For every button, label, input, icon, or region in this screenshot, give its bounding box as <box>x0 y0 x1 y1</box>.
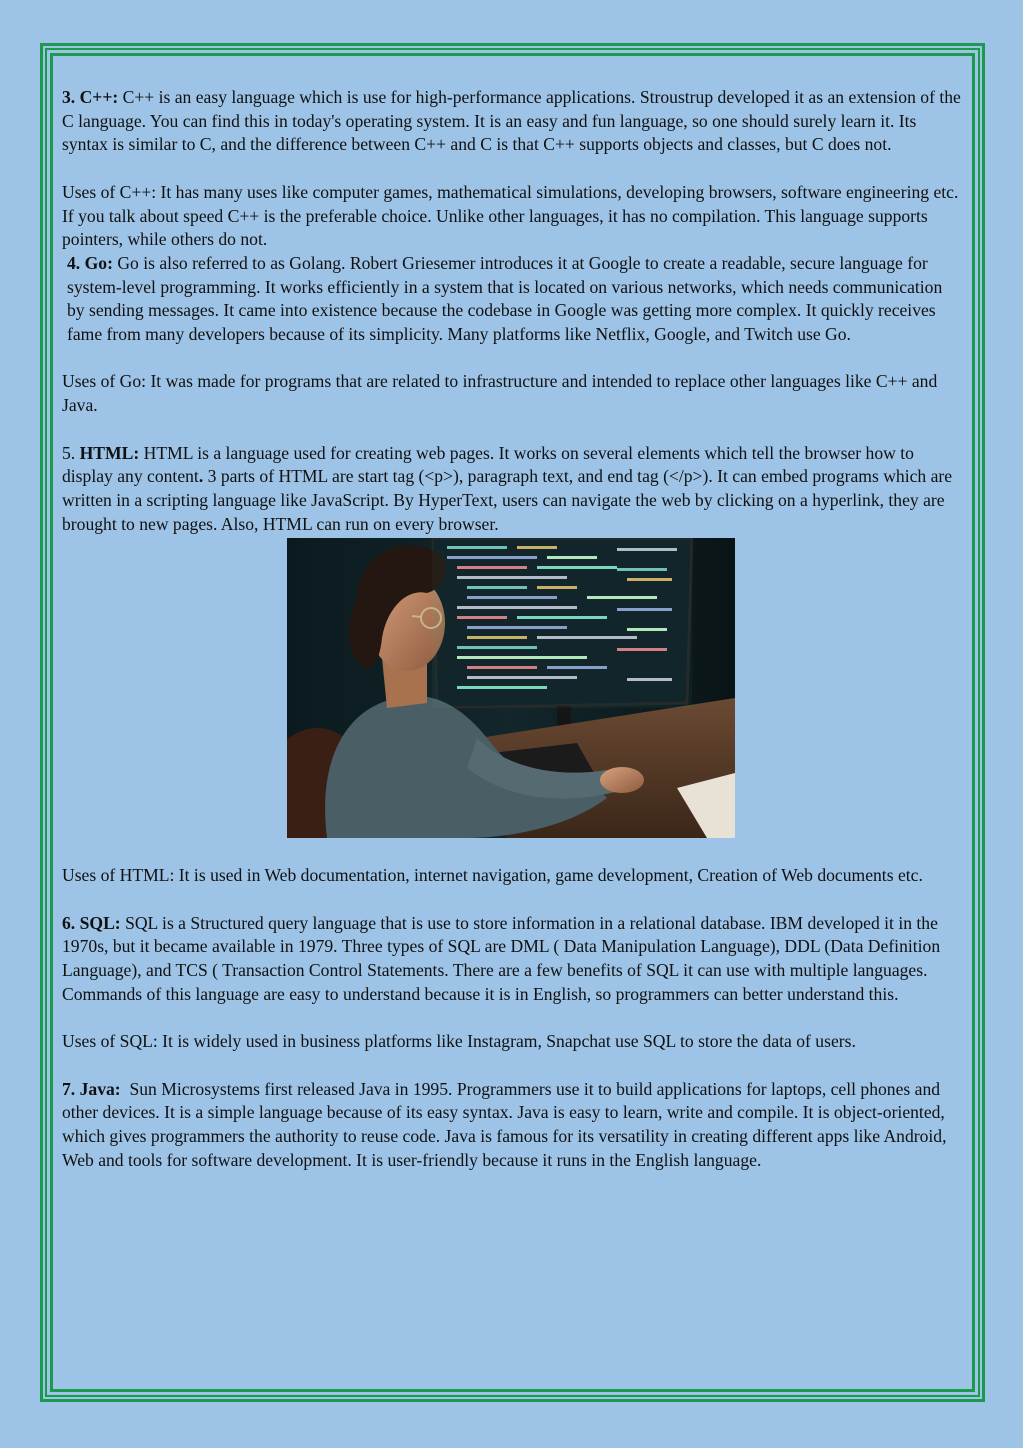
sql-uses-paragraph: Uses of SQL: It is widely used in business platforms like Instagram, Snapchat use SQL to store the data of users. <box>62 1031 856 1052</box>
java-text: Sun Microsystems first released Java in 1995. Programmers use it to build applications for laptops, cell phones and other devices. It is a simple language because of its easy syntax. Java is easy to learn, write and compile. It is object-oriented, which gives programmers the authority to reuse code. Java is famous for its versatility in creating different apps like Android, Web and tools for software development. It is user-friendly because it runs in the English language. <box>62 1078 951 1170</box>
html-text-2: 3 parts of HTML are start tag (<p>), paragraph text, and end tag (</p>). It can embed programs which are written in a scripting language like JavaScript. By HyperText, users can navigate the web by clicking on a hyperlink, they are brought to new pages. Also, HTML can run on every browser. <box>62 466 953 534</box>
go-heading: 4. Go: <box>67 252 113 273</box>
sql-text: SQL is a Structured query language that is use to store information in a relational database. IBM developed it in the 1970s, but it became available in 1979. Three types of SQL are DML ( Data Manipulation Language), DDL (Data Definition Language), and TCS ( Transaction Control Statements. There are a few benefits of SQL it can use with multiple languages. Commands of this language are easy to understand because it is in English, so programmers can better understand this. <box>62 912 941 1004</box>
go-paragraph <box>62 252 962 347</box>
html-text-1: HTML is a language used for creating web pages. It works on several elements which tell the browser how to display any content <box>62 442 914 487</box>
cpp-paragraph <box>62 86 962 157</box>
programmer-photo <box>287 538 735 838</box>
go-uses-paragraph: Uses of Go: It was made for programs that are related to infrastructure and intended to replace other languages like C++ and Java. <box>62 371 938 416</box>
sql-paragraph <box>62 912 962 1007</box>
html-number: 5. <box>62 442 80 463</box>
document-body <box>62 86 962 1172</box>
html-paragraph <box>62 442 962 537</box>
html-uses-paragraph: Uses of HTML: It is used in Web documentation, internet navigation, game development, Creation of Web documents etc. <box>62 865 923 886</box>
sql-heading: 6. SQL: <box>62 912 121 933</box>
java-paragraph <box>62 1078 962 1173</box>
cpp-heading: 3. C++: <box>62 87 119 107</box>
html-heading: HTML: <box>79 442 140 463</box>
html-dot: . <box>198 466 204 487</box>
java-heading: 7. Java: <box>62 1078 121 1099</box>
cpp-uses-paragraph: Uses of C++: It has many uses like computer games, mathematical simulations, developing browsers, software engineering etc. If you talk about speed C++ is the preferable choice. Unlike other languages, it has no compilation. This language supports pointers, while others do not. <box>62 181 959 250</box>
cpp-text: C++ is an easy language which is use for high-performance applications. Stroustrup developed it as an extension of the C language. You can find this in today's operating system. It is an easy and fun language, so one should surely learn it. Its syntax is similar to C, and the difference between C++ and C is that C++ supports objects and classes, but C does not. <box>62 87 961 155</box>
go-text: Go is also referred to as Golang. Robert Griesemer introduces it at Google to create a readable, secure language for system-level programming. It works efficiently in a system that is located on various networks, which needs communication by sending messages. It came into existence because the codebase in Google was getting more complex. It quickly receives fame from many developers because of its simplicity. Many platforms like Netflix, Google, and Twitch use Go. <box>67 252 943 345</box>
